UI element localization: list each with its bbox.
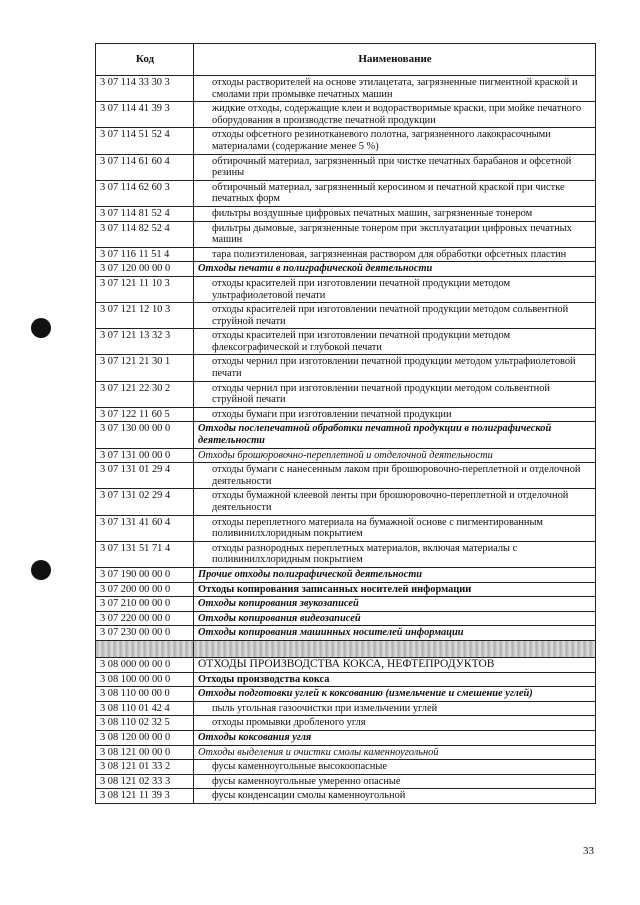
row-code: 3 07 230 00 00 0 <box>96 626 194 641</box>
row-name: фусы каменноугольные умеренно опасные <box>194 774 596 789</box>
row-name: отходы бумаги с нанесенным лаком при брошюровочно-переплетной и отделочной деятельности <box>194 463 596 489</box>
row-code: 3 07 131 51 71 4 <box>96 541 194 567</box>
row-name: Отходы копирования звукозаписей <box>194 597 596 612</box>
row-code: 3 07 121 21 30 1 <box>96 355 194 381</box>
row-name: отходы офсетного резинотканевого полотна, загрязненного лакокрасочными материалами (содержание менее 5 %) <box>194 128 596 154</box>
row-name: Отходы производства кокса <box>194 672 596 687</box>
row-name: Отходы подготовки углей к коксованию (измельчение и смешение углей) <box>194 687 596 702</box>
row-code: 3 07 121 12 10 3 <box>96 303 194 329</box>
row-code: 3 07 116 11 51 4 <box>96 247 194 262</box>
row-name: Отходы печати в полиграфической деятельности <box>194 262 596 277</box>
table-row <box>96 701 596 716</box>
table-row <box>96 262 596 277</box>
row-code <box>96 640 194 657</box>
table-row <box>96 611 596 626</box>
row-name: тара полиэтиленовая, загрязненная раствором для обработки офсетных пластин <box>194 247 596 262</box>
table-row <box>96 355 596 381</box>
row-code: 3 07 131 02 29 4 <box>96 489 194 515</box>
row-code: 3 07 121 22 30 2 <box>96 381 194 407</box>
table-row <box>96 180 596 206</box>
row-code: 3 07 114 81 52 4 <box>96 206 194 221</box>
table-row <box>96 716 596 731</box>
row-name: отходы растворителей на основе этилацетата, загрязненные пигментной краской и смолами при промывке печатных машин <box>194 76 596 102</box>
table-row <box>96 102 596 128</box>
row-code: 3 08 110 02 32 5 <box>96 716 194 731</box>
row-name: пыль угольная газоочистки при измельчении углей <box>194 701 596 716</box>
row-code: 3 07 114 61 60 4 <box>96 154 194 180</box>
table-row <box>96 221 596 247</box>
row-code: 3 08 121 00 00 0 <box>96 745 194 760</box>
table-row <box>96 672 596 687</box>
row-name: Отходы копирования записанных носителей информации <box>194 582 596 597</box>
table-row <box>96 76 596 102</box>
row-code: 3 07 130 00 00 0 <box>96 422 194 448</box>
table-row <box>96 381 596 407</box>
row-name: Отходы коксования угля <box>194 730 596 745</box>
header-name: Наименование <box>194 44 596 76</box>
table-row <box>96 206 596 221</box>
row-name: отходы разнородных переплетных материалов, включая материалы с поливинилхлоридным покрытием <box>194 541 596 567</box>
row-code: 3 08 000 00 00 0 <box>96 657 194 672</box>
table-row <box>96 463 596 489</box>
table-row <box>96 303 596 329</box>
row-name: отходы бумажной клеевой ленты при брошюровочно-переплетной и отделочной деятельности <box>194 489 596 515</box>
table-row <box>96 567 596 582</box>
row-name: отходы бумаги при изготовлении печатной продукции <box>194 407 596 422</box>
table-row <box>96 489 596 515</box>
table-row <box>96 276 596 302</box>
table-row <box>96 760 596 775</box>
page-number: 33 <box>583 845 594 857</box>
table-body <box>96 76 596 804</box>
row-name: фусы каменноугольные высокоопасные <box>194 760 596 775</box>
row-name <box>194 640 596 657</box>
row-name: ОТХОДЫ ПРОИЗВОДСТВА КОКСА, НЕФТЕПРОДУКТОВ <box>194 657 596 672</box>
table-row <box>96 541 596 567</box>
row-name: отходы переплетного материала на бумажной основе с пигментированным поливинилхлоридным покрытием <box>194 515 596 541</box>
row-name: Отходы послепечатной обработки печатной продукции в полиграфической деятельности <box>194 422 596 448</box>
table-row <box>96 687 596 702</box>
punch-hole-top <box>31 318 51 338</box>
row-code: 3 08 110 00 00 0 <box>96 687 194 702</box>
row-name: отходы красителей при изготовлении печатной продукции методом сольвентной струйной печати <box>194 303 596 329</box>
row-name: обтирочный материал, загрязненный при чистке печатных барабанов и офсетной резины <box>194 154 596 180</box>
waste-code-table <box>95 43 596 804</box>
table-row <box>96 730 596 745</box>
table-row <box>96 407 596 422</box>
row-name: Отходы выделения и очистки смолы каменноугольной <box>194 745 596 760</box>
row-name: отходы красителей при изготовлении печатной продукции методом флексографической и глубокой печати <box>194 329 596 355</box>
table-row <box>96 789 596 804</box>
row-code: 3 07 120 00 00 0 <box>96 262 194 277</box>
table-header-row <box>96 44 596 76</box>
row-name: Прочие отходы полиграфической деятельности <box>194 567 596 582</box>
table-row <box>96 774 596 789</box>
table-row <box>96 597 596 612</box>
row-code: 3 07 220 00 00 0 <box>96 611 194 626</box>
table-row <box>96 448 596 463</box>
table-row <box>96 626 596 641</box>
table-row <box>96 128 596 154</box>
row-code: 3 07 131 00 00 0 <box>96 448 194 463</box>
table-row <box>96 640 596 657</box>
row-code: 3 07 121 11 10 3 <box>96 276 194 302</box>
row-code: 3 08 120 00 00 0 <box>96 730 194 745</box>
table-row <box>96 582 596 597</box>
row-code: 3 07 114 51 52 4 <box>96 128 194 154</box>
row-name: обтирочный материал, загрязненный керосином и печатной краской при чистке печатных форм <box>194 180 596 206</box>
table-row <box>96 745 596 760</box>
row-name: отходы красителей при изготовлении печатной продукции методом ультрафиолетовой печати <box>194 276 596 302</box>
row-code: 3 07 114 62 60 3 <box>96 180 194 206</box>
row-code: 3 07 114 82 52 4 <box>96 221 194 247</box>
row-code: 3 07 200 00 00 0 <box>96 582 194 597</box>
row-code: 3 08 121 11 39 3 <box>96 789 194 804</box>
row-code: 3 07 131 01 29 4 <box>96 463 194 489</box>
row-name: фильтры дымовые, загрязненные тонером при эксплуатации цифровых печатных машин <box>194 221 596 247</box>
row-code: 3 08 121 01 33 2 <box>96 760 194 775</box>
row-name: фильтры воздушные цифровых печатных машин, загрязненные тонером <box>194 206 596 221</box>
row-code: 3 07 114 41 39 3 <box>96 102 194 128</box>
table-row <box>96 154 596 180</box>
table-row <box>96 657 596 672</box>
row-name: Отходы брошюровочно-переплетной и отделочной деятельности <box>194 448 596 463</box>
row-name: жидкие отходы, содержащие клеи и водорастворимые краски, при мойке печатного оборудования в производстве печатной продукции <box>194 102 596 128</box>
row-code: 3 07 114 33 30 3 <box>96 76 194 102</box>
row-code: 3 07 122 11 60 5 <box>96 407 194 422</box>
row-name: фусы конденсации смолы каменноугольной <box>194 789 596 804</box>
row-code: 3 08 121 02 33 3 <box>96 774 194 789</box>
table-row <box>96 515 596 541</box>
row-code: 3 07 131 41 60 4 <box>96 515 194 541</box>
row-code: 3 08 110 01 42 4 <box>96 701 194 716</box>
row-code: 3 07 210 00 00 0 <box>96 597 194 612</box>
row-code: 3 07 121 13 32 3 <box>96 329 194 355</box>
table-row <box>96 247 596 262</box>
row-name: отходы чернил при изготовлении печатной продукции методом ультрафиолетовой печати <box>194 355 596 381</box>
row-name: Отходы копирования машинных носителей информации <box>194 626 596 641</box>
row-code: 3 07 190 00 00 0 <box>96 567 194 582</box>
row-name: Отходы копирования видеозаписей <box>194 611 596 626</box>
table-row <box>96 329 596 355</box>
row-code: 3 08 100 00 00 0 <box>96 672 194 687</box>
table-row <box>96 422 596 448</box>
row-name: отходы чернил при изготовлении печатной продукции методом сольвентной струйной печати <box>194 381 596 407</box>
row-name: отходы промывки дробленого угля <box>194 716 596 731</box>
header-code: Код <box>96 44 194 76</box>
punch-hole-bottom <box>31 560 51 580</box>
